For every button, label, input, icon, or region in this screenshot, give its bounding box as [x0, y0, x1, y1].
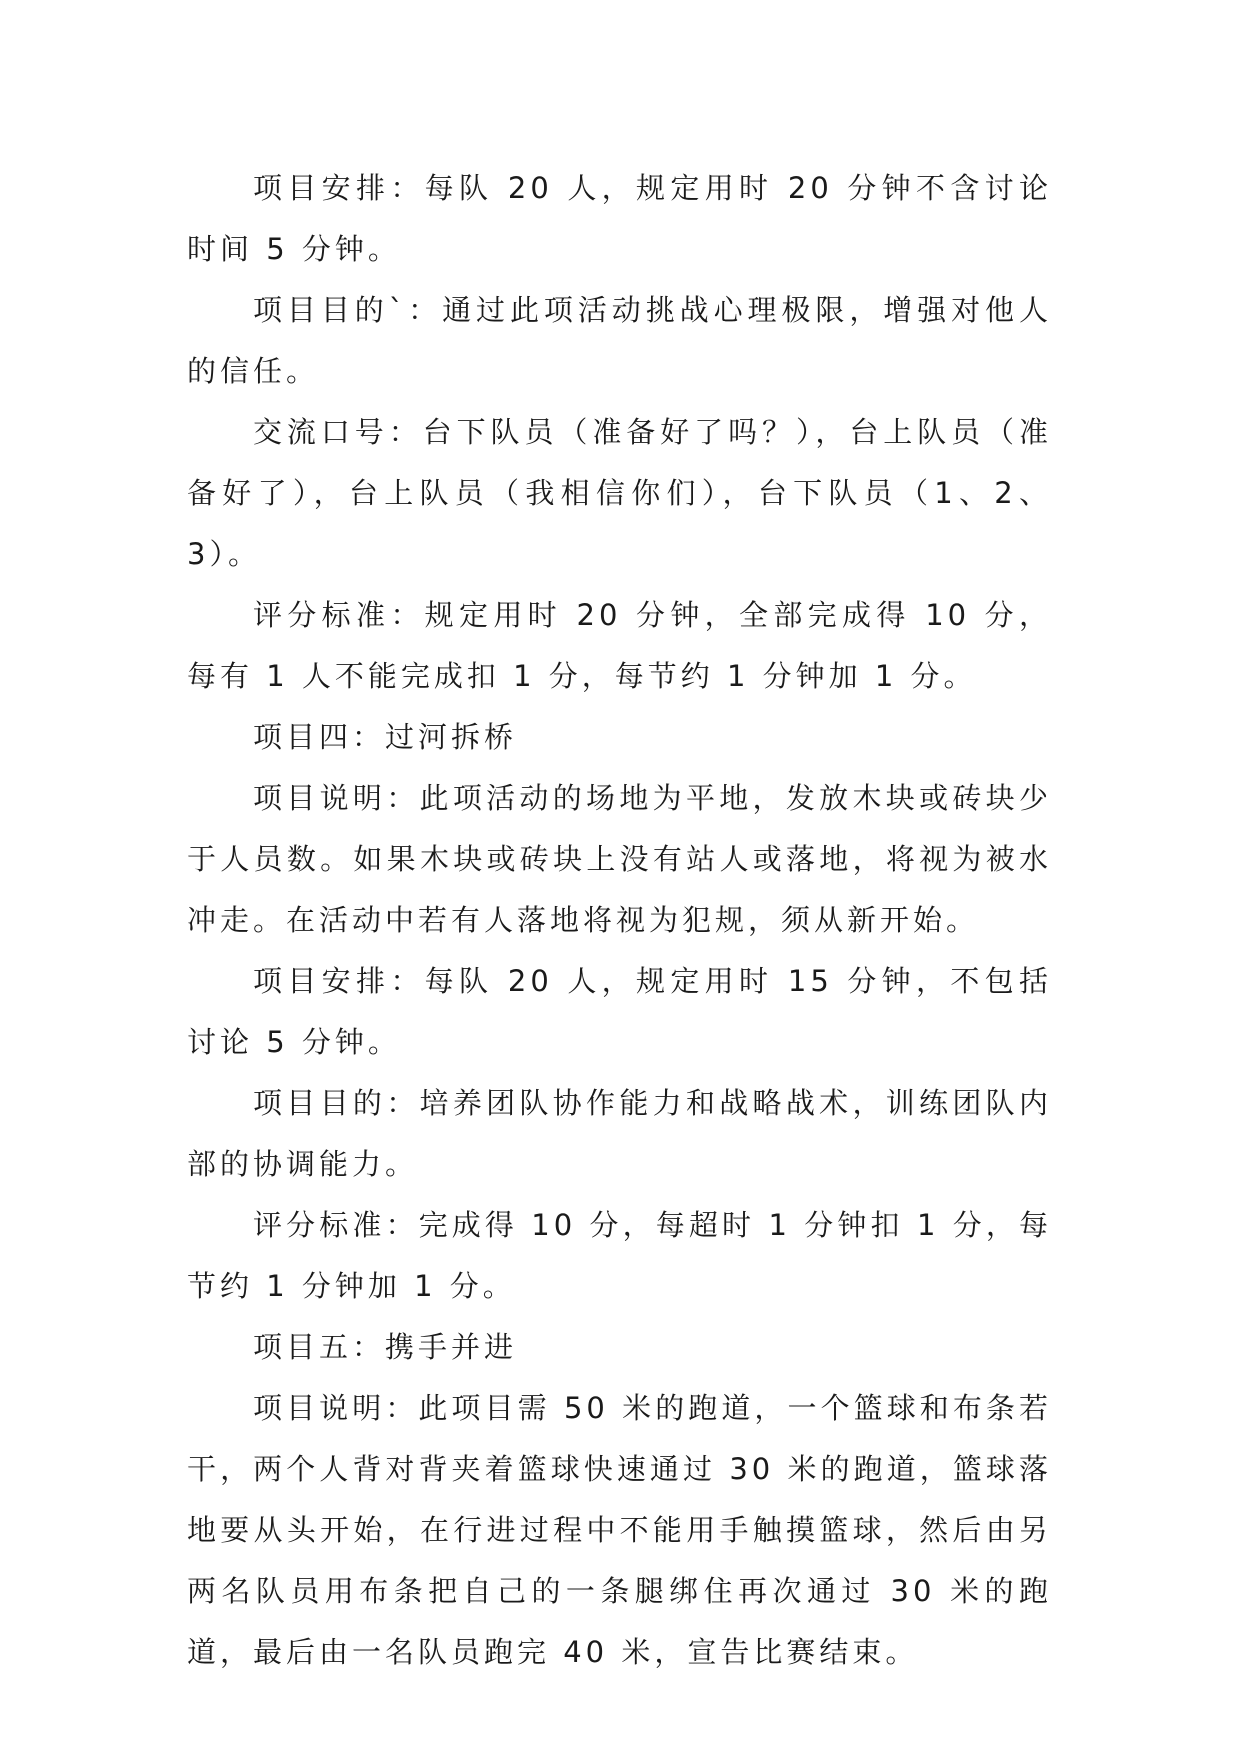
paragraph-purpose-1: 项目目的`：通过此项活动挑战心理极限，增强对他人的信任。	[187, 293, 1052, 388]
paragraph-description-2: 项目说明：此项活动的场地为平地，发放木块或砖块少于人员数。如果木块或砖块上没有站人或落地，将视为被水冲走。在活动中若有人落地将视为犯规，须从新开始。	[187, 781, 1052, 937]
document-body	[187, 158, 1052, 1683]
paragraph-slogan: 交流口号：台下队员（准备好了吗？），台上队员（准备好了），台上队员（我相信你们），台下队员（1、2、3）。	[187, 415, 1052, 571]
paragraph-schedule-2: 项目安排：每队 20 人，规定用时 15 分钟，不包括讨论 5 分钟。	[187, 964, 1052, 1059]
section-heading-project-5: 项目五：携手并进	[253, 1330, 518, 1364]
paragraph-schedule-1: 项目安排：每队 20 人，规定用时 20 分钟不含讨论时间 5 分钟。	[187, 171, 1052, 266]
paragraph-scoring-2: 评分标准：完成得 10 分，每超时 1 分钟扣 1 分，每节约 1 分钟加 1 分。	[187, 1208, 1052, 1303]
paragraph-scoring-1: 评分标准：规定用时 20 分钟，全部完成得 10 分，每有 1 人不能完成扣 1 分，每节约 1 分钟加 1 分。	[187, 598, 1052, 693]
section-heading-project-4: 项目四：过河拆桥	[253, 720, 518, 754]
paragraph-purpose-2: 项目目的：培养团队协作能力和战略战术，训练团队内部的协调能力。	[187, 1086, 1052, 1181]
paragraph-description-3: 项目说明：此项目需 50 米的跑道，一个篮球和布条若干，两个人背对背夹着篮球快速通过 30 米的跑道，篮球落地要从头开始，在行进过程中不能用手触摸篮球，然后由另两名队员用布条把自己的一条腿绑住再次通过 30 米的跑道，最后由一名队员跑完 40 米，宣告比赛结束。	[187, 1391, 1052, 1669]
